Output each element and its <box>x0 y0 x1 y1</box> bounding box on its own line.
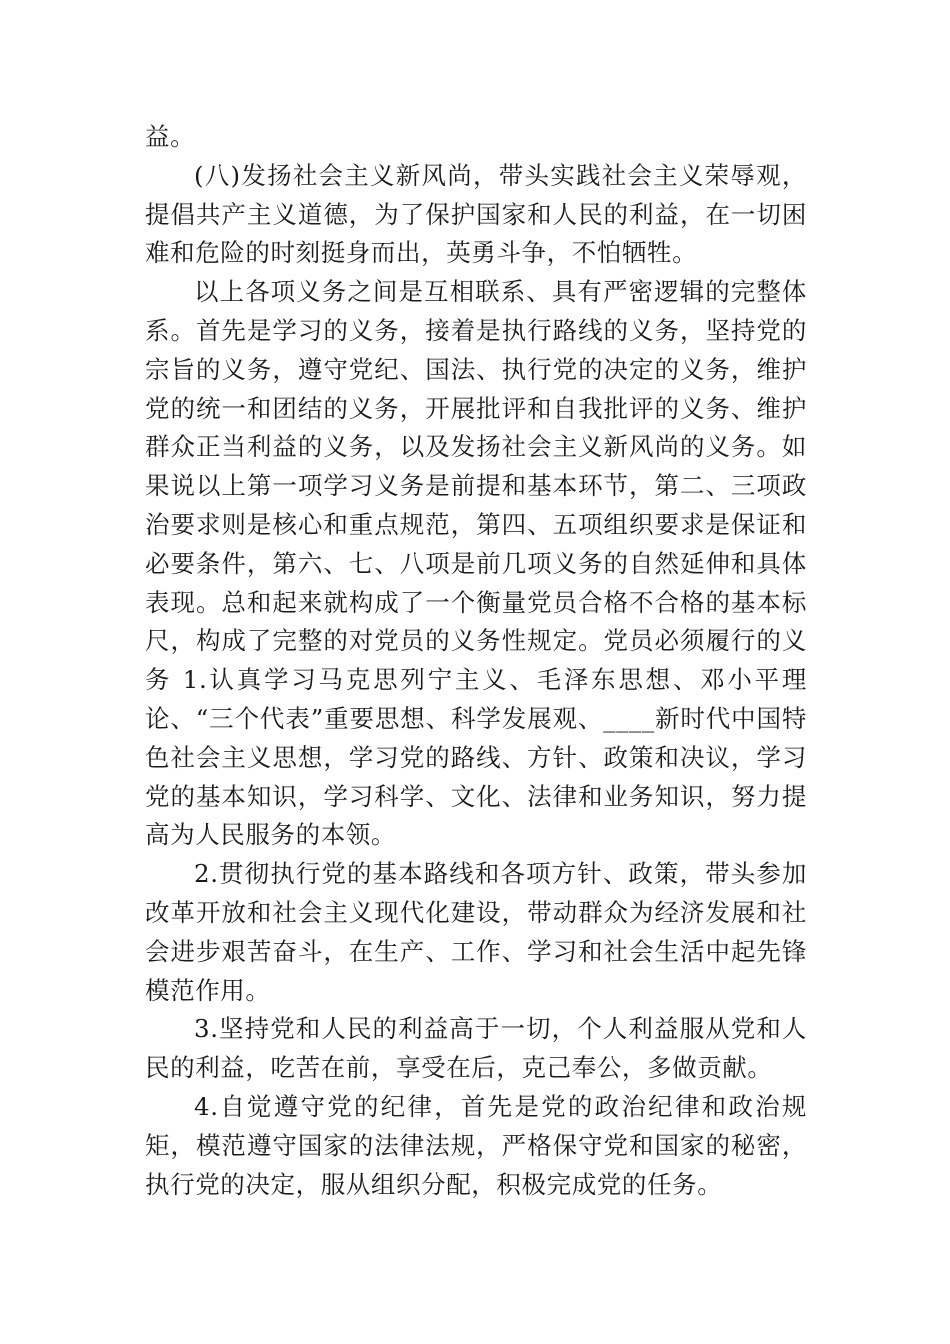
paragraph-item-8: (八)发扬社会主义新风尚，带头实践社会主义荣辱观，提倡共产主义道德，为了保护国家和人民的利益，在一切困难和危险的时刻挺身而出，英勇斗争，不怕牺牲。 <box>145 160 807 268</box>
paragraph-continuation: 益。 <box>145 122 196 151</box>
paragraph-duty-3: 3.坚持党和人民的利益高于一切，个人利益服从党和人民的利益，吃苦在前，享受在后，克己奉公，多做贡献。 <box>145 1014 807 1083</box>
paragraph-duty-4: 4.自觉遵守党的纪律，首先是党的政治纪律和政治规矩，模范遵守国家的法律法规，严格保守党和国家的秘密，执行党的决定，服从组织分配，积极完成党的任务。 <box>145 1091 807 1199</box>
paragraph-duty-2: 2.贯彻执行党的基本路线和各项方针、政策，带头参加改革开放和社会主义现代化建设，带动群众为经济发展和社会进步艰苦奋斗，在生产、工作、学习和社会生活中起先锋模范作用。 <box>145 859 807 1005</box>
document-body <box>145 118 807 1204</box>
paragraph-summary: 以上各项义务之间是互相联系、具有严密逻辑的完整体系。首先是学习的义务，接着是执行路线的义务，坚持党的宗旨的义务，遵守党纪、国法、执行党的决定的义务，维护党的统一和团结的义务，开展批评和自我批评的义务、维护群众正当利益的义务，以及发扬社会主义新风尚的义务。如果说以上第一项学习义务是前提和基本环节，第二、三项政治要求则是核心和重点规范，第四、五项组织要求是保证和必要条件，第六、七、八项是前几项义务的自然延伸和具体表现。总和起来就构成了一个衡量党员合格不合格的基本标尺，构成了完整的对党员的义务性规定。党员必须履行的义务 1.认真学习马克思列宁主义、毛泽东思想、邓小平理论、“三个代表”重要思想、科学发展观、____新时代中国特色社会主义思想，学习党的路线、方针、政策和决议，学习党的基本知识，学习科学、文化、法律和业务知识，努力提高为人民服务的本领。 <box>145 277 807 850</box>
